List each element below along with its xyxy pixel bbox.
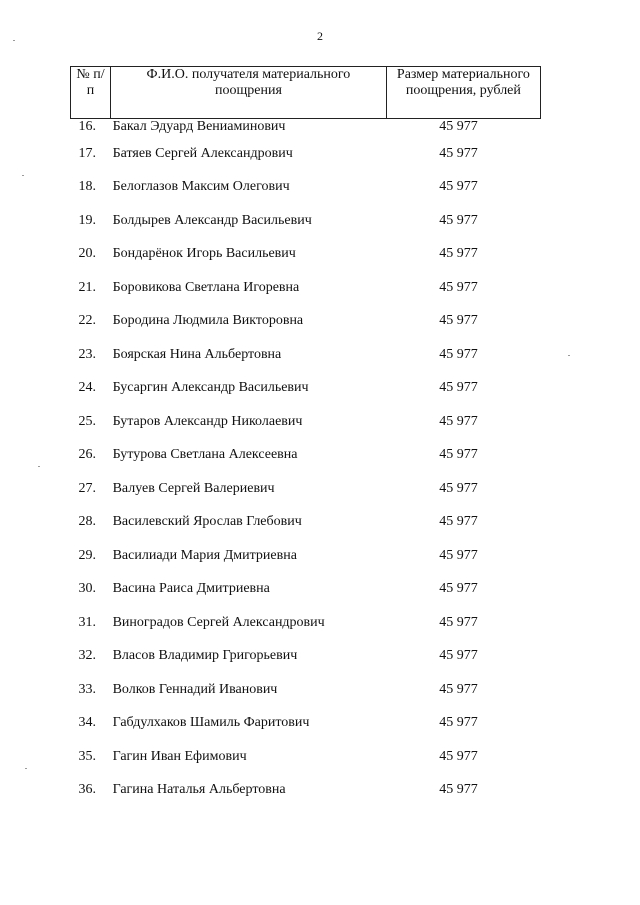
page-number: 2 xyxy=(317,29,323,43)
award-amount: 45 977 xyxy=(439,547,478,563)
table-body xyxy=(71,119,541,808)
row-number: 17. xyxy=(78,145,96,161)
table-row xyxy=(71,774,541,808)
table-row xyxy=(71,539,541,573)
recipient-name: Власов Владимир Григорьевич xyxy=(112,648,298,664)
recipient-name: Бородина Людмила Викторовна xyxy=(112,313,304,329)
award-amount: 45 977 xyxy=(439,514,478,530)
row-number: 22. xyxy=(78,313,96,329)
table-row xyxy=(71,439,541,473)
header-number: № п/п xyxy=(71,67,111,119)
table-row xyxy=(71,673,541,707)
award-amount: 45 977 xyxy=(439,119,478,134)
table-row xyxy=(71,640,541,674)
recipient-name: Гагина Наталья Альбертовна xyxy=(112,782,286,798)
row-number: 33. xyxy=(78,681,96,697)
scan-speck xyxy=(25,768,27,769)
table-row xyxy=(71,372,541,406)
recipient-name: Боярская Нина Альбертовна xyxy=(112,346,282,362)
award-amount: 45 977 xyxy=(439,313,478,329)
row-number: 27. xyxy=(78,480,96,496)
table-header xyxy=(71,67,541,119)
row-number: 24. xyxy=(78,380,96,396)
row-number: 36. xyxy=(78,782,96,798)
award-amount: 45 977 xyxy=(439,681,478,697)
award-amount: 45 977 xyxy=(439,145,478,161)
recipient-name: Валуев Сергей Валериевич xyxy=(112,480,275,496)
table-row xyxy=(71,405,541,439)
recipient-name: Гагин Иван Ефимович xyxy=(112,748,247,764)
header-award-amount: Размер материального поощрения, рублей xyxy=(386,67,540,119)
table-row xyxy=(71,338,541,372)
recipient-name: Волков Геннадий Иванович xyxy=(112,681,278,697)
table-row xyxy=(71,171,541,205)
award-amount: 45 977 xyxy=(439,346,478,362)
award-amount: 45 977 xyxy=(439,246,478,262)
scan-speck xyxy=(13,40,15,41)
recipient-name: Васина Раиса Дмитриевна xyxy=(112,581,270,597)
row-number: 29. xyxy=(78,547,96,563)
award-amount: 45 977 xyxy=(439,380,478,396)
recipient-name: Боровикова Светлана Игоревна xyxy=(112,279,300,295)
award-amount: 45 977 xyxy=(439,782,478,798)
row-number: 26. xyxy=(78,447,96,463)
header-row xyxy=(71,67,541,119)
row-number: 32. xyxy=(78,648,96,664)
award-amount: 45 977 xyxy=(439,447,478,463)
table-row xyxy=(71,271,541,305)
award-recipients-table xyxy=(70,66,541,807)
recipient-name: Бусаргин Александр Васильевич xyxy=(112,380,309,396)
award-amount: 45 977 xyxy=(439,581,478,597)
scan-speck xyxy=(22,175,24,176)
award-amount: 45 977 xyxy=(439,413,478,429)
row-number: 16. xyxy=(78,119,96,134)
award-amount: 45 977 xyxy=(439,179,478,195)
recipient-name: Бутурова Светлана Алексеевна xyxy=(112,447,298,463)
recipient-name: Бутаров Александр Николаевич xyxy=(112,413,303,429)
award-amount: 45 977 xyxy=(439,748,478,764)
recipient-name: Бакал Эдуард Вениаминович xyxy=(112,119,286,134)
row-number: 23. xyxy=(78,346,96,362)
row-number: 25. xyxy=(78,413,96,429)
table-row xyxy=(71,238,541,272)
header-full-name: Ф.И.О. получателя материального поощрения xyxy=(111,67,387,119)
recipient-name: Болдырев Александр Васильевич xyxy=(112,212,312,228)
scan-speck xyxy=(568,355,570,356)
recipient-name: Василевский Ярослав Глебович xyxy=(112,514,302,530)
row-number: 30. xyxy=(78,581,96,597)
award-amount: 45 977 xyxy=(439,480,478,496)
award-amount: 45 977 xyxy=(439,715,478,731)
table-row xyxy=(71,204,541,238)
row-number: 21. xyxy=(78,279,96,295)
table-row xyxy=(71,472,541,506)
recipient-name: Бондарёнок Игорь Васильевич xyxy=(112,246,296,262)
award-amount: 45 977 xyxy=(439,212,478,228)
table-row xyxy=(71,119,541,138)
table-row xyxy=(71,740,541,774)
award-amount: 45 977 xyxy=(439,279,478,295)
table-row xyxy=(71,506,541,540)
table-row xyxy=(71,305,541,339)
table-row xyxy=(71,573,541,607)
recipient-name: Виноградов Сергей Александрович xyxy=(112,614,325,630)
recipient-name: Габдулхаков Шамиль Фаритович xyxy=(112,715,310,731)
row-number: 31. xyxy=(78,614,96,630)
scan-speck xyxy=(38,466,40,467)
table-row xyxy=(71,707,541,741)
row-number: 35. xyxy=(78,748,96,764)
row-number: 34. xyxy=(78,715,96,731)
recipient-name: Белоглазов Максим Олегович xyxy=(112,179,290,195)
table-row xyxy=(71,606,541,640)
row-number: 28. xyxy=(78,514,96,530)
row-number: 19. xyxy=(78,212,96,228)
row-number: 20. xyxy=(78,246,96,262)
table-row xyxy=(71,137,541,171)
row-number: 18. xyxy=(78,179,96,195)
award-amount: 45 977 xyxy=(439,648,478,664)
recipient-name: Василиади Мария Дмитриевна xyxy=(112,547,297,563)
award-amount: 45 977 xyxy=(439,614,478,630)
recipient-name: Батяев Сергей Александрович xyxy=(112,145,293,161)
